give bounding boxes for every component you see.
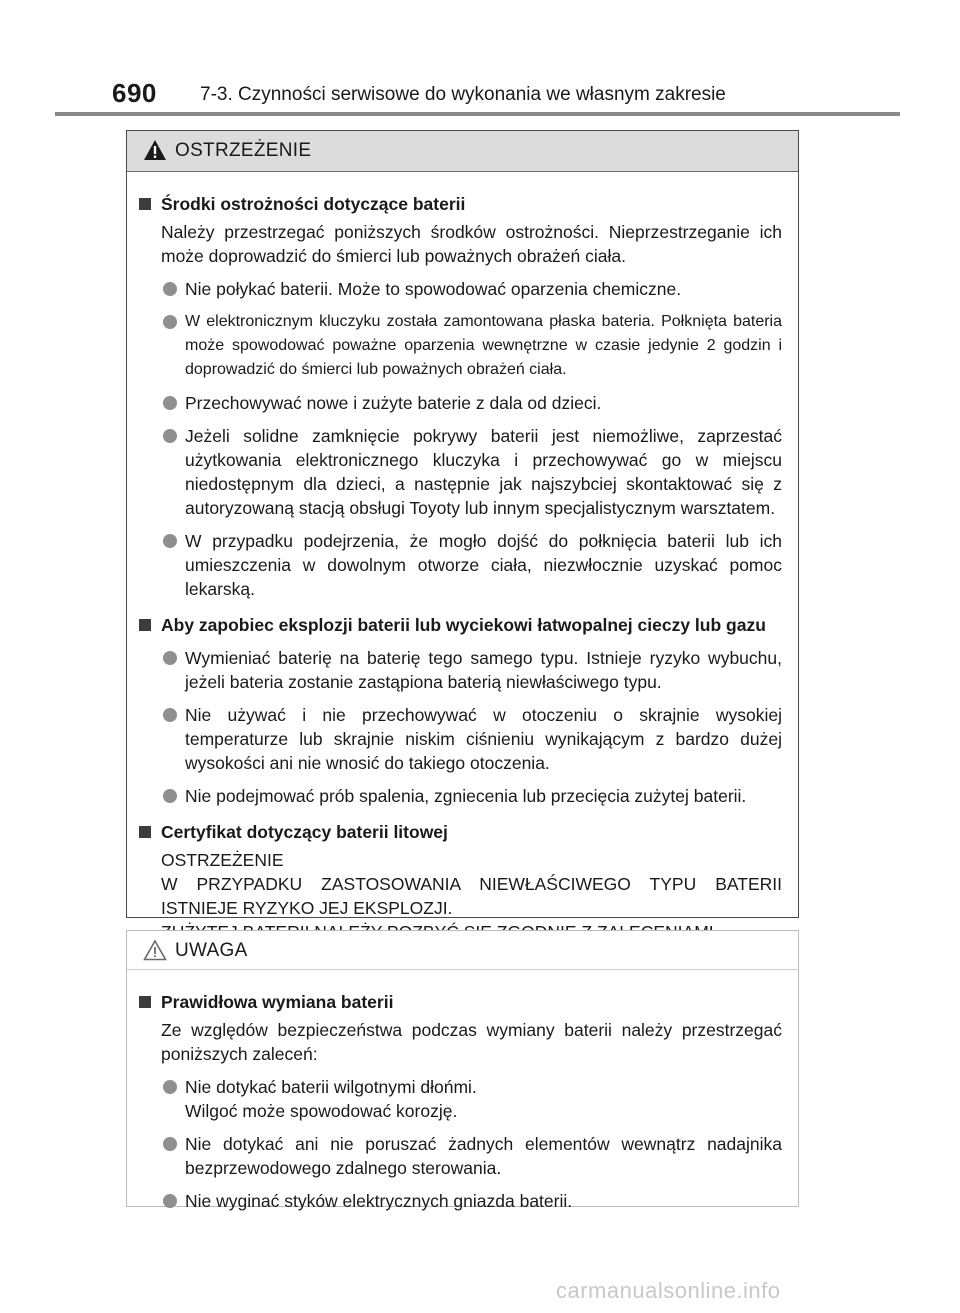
list-item: Nie dotykać baterii wilgotnymi dłońmi. Wilgoć może spowodować korozję. bbox=[139, 1075, 782, 1123]
note-title: UWAGA bbox=[175, 940, 248, 961]
cert-line: OSTRZEŻENIE bbox=[161, 850, 284, 870]
circle-bullet-icon bbox=[163, 534, 177, 548]
circle-bullet-icon bbox=[163, 315, 177, 329]
section-heading: Aby zapobiec eksplozji baterii lub wyciekowi łatwopalnej cieczy lub gazu bbox=[139, 613, 782, 637]
circle-bullet-icon bbox=[163, 1080, 177, 1094]
circle-bullet-icon bbox=[163, 282, 177, 296]
list-item: W elektronicznym kluczyku została zamontowana płaska bateria. Połknięta bateria może spowodować poważne oparzenia wewnętrzne w czasie jedynie 2 godzin i doprowadzić do śmierci lub poważnych obrażeń ciała. bbox=[139, 310, 782, 382]
list-item: Nie wyginać styków elektrycznych gniazda baterii. bbox=[139, 1189, 782, 1213]
circle-bullet-icon bbox=[163, 651, 177, 665]
circle-bullet-icon bbox=[163, 396, 177, 410]
section-heading: Certyfikat dotyczący baterii litowej bbox=[139, 820, 782, 844]
section-paragraph: Należy przestrzegać poniższych środków ostrożności. Nieprzestrzeganie ich może doprowadzić do śmierci lub poważnych obrażeń ciała. bbox=[161, 222, 782, 266]
circle-bullet-icon bbox=[163, 1137, 177, 1151]
caution-triangle-icon bbox=[143, 939, 167, 961]
watermark: carmanualsonline.info bbox=[556, 1278, 781, 1303]
square-bullet-icon bbox=[139, 619, 151, 631]
list-item: Jeżeli solidne zamknięcie pokrywy baterii jest niemożliwe, zaprzestać użytkowania elektronicznego kluczyka i przechowywać go w miejscu niedostępnym dla dzieci, a następnie jak najszybciej skontaktować się z autoryzowaną stacją obsługi Toyoty lub innym specjalistycznym warsztatem. bbox=[139, 424, 782, 520]
chapter-title: 7-3. Czynności serwisowe do wykonania we własnym zakresie bbox=[200, 84, 726, 105]
circle-bullet-icon bbox=[163, 708, 177, 722]
section-paragraph: Ze względów bezpieczeństwa podczas wymiany baterii należy przestrzegać poniższych zaleceń: bbox=[161, 1020, 782, 1064]
section-heading: Prawidłowa wymiana baterii bbox=[139, 990, 782, 1014]
list-item: Wymieniać baterię na baterię tego samego typu. Istnieje ryzyko wybuchu, jeżeli bateria zostanie zastąpiona baterią niewłaściwego typu. bbox=[139, 646, 782, 694]
warning-box bbox=[126, 130, 799, 918]
circle-bullet-icon bbox=[163, 789, 177, 803]
warning-box-header bbox=[127, 131, 798, 172]
list-item: Przechowywać nowe i zużyte baterie z dala od dzieci. bbox=[139, 391, 782, 415]
circle-bullet-icon bbox=[163, 429, 177, 443]
warning-title: OSTRZEŻENIE bbox=[175, 140, 312, 161]
page-header bbox=[0, 0, 960, 116]
section-heading: Środki ostrożności dotyczące baterii bbox=[139, 192, 782, 216]
note-box bbox=[126, 930, 799, 1211]
header-divider bbox=[55, 112, 900, 116]
list-item: Nie używać i nie przechowywać w otoczeniu o skrajnie wysokiej temperaturze lub skrajnie niskim ciśnieniu wynikającym z bardzo dużej wysokości ani nie wnosić do takiego otoczenia. bbox=[139, 703, 782, 775]
square-bullet-icon bbox=[139, 826, 151, 838]
circle-bullet-icon bbox=[163, 1194, 177, 1208]
page-number: 690 bbox=[112, 78, 157, 108]
note-box-header bbox=[127, 931, 798, 970]
list-item: Nie dotykać ani nie poruszać żadnych elementów wewnątrz nadajnika bezprzewodowego zdalnego sterowania. bbox=[139, 1132, 782, 1180]
cert-line: W PRZYPADKU ZASTOSOWANIA NIEWŁAŚCIWEGO TYPU BATERII ISTNIEJE RYZYKO JEJ EKSPLOZJI. bbox=[161, 874, 782, 918]
square-bullet-icon bbox=[139, 198, 151, 210]
list-item: W przypadku podejrzenia, że mogło dojść do połknięcia baterii lub ich umieszczenia w dowolnym otworze ciała, niezwłocznie uzyskać pomoc lekarską. bbox=[139, 529, 782, 601]
square-bullet-icon bbox=[139, 996, 151, 1008]
warning-triangle-icon bbox=[143, 139, 167, 161]
list-item: Nie połykać baterii. Może to spowodować oparzenia chemiczne. bbox=[139, 277, 782, 301]
list-item: Nie podejmować prób spalenia, zgniecenia lub przecięcia zużytej baterii. bbox=[139, 784, 782, 808]
